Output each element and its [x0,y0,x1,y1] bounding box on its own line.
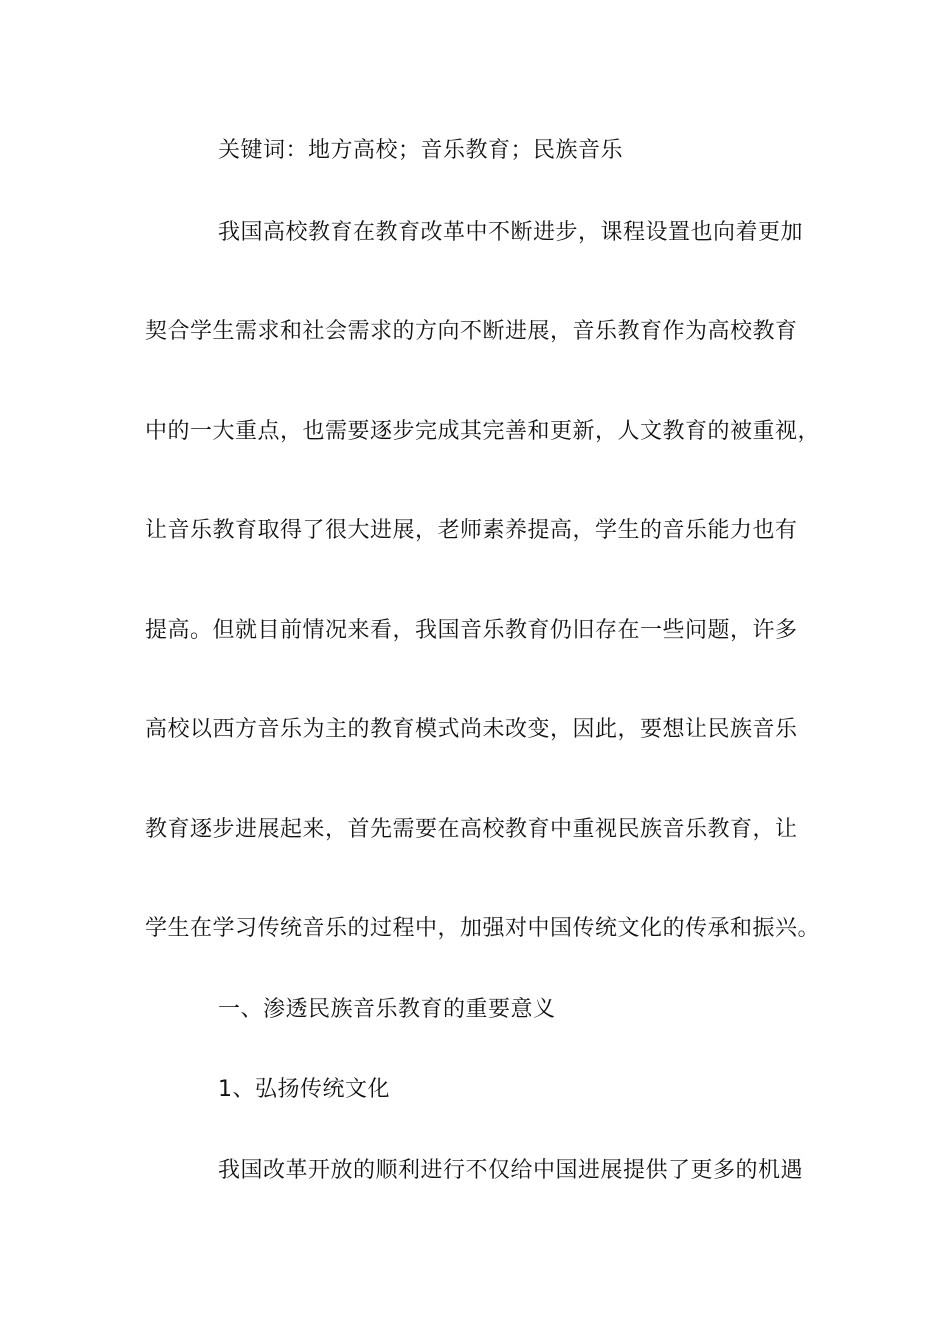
section-heading: 一、渗透民族音乐教育的重要意义 [218,997,556,1022]
paragraph-line: 让音乐教育取得了很大进展，老师素养提高，学生的音乐能力也有 [145,518,798,543]
paragraph-line: 提高。但就目前情况来看，我国音乐教育仍旧存在一些问题，许多 [145,618,798,643]
paragraph-line: 我国高校教育在教育改革中不断进步，课程设置也向着更加 [218,220,804,245]
paragraph-line: 中的一大重点，也需要逐步完成其完善和更新，人文教育的被重视， [145,419,821,444]
paragraph-line: 教育逐步进展起来，首先需要在高校教育中重视民族音乐教育，让 [145,817,798,842]
paragraph-line: 我国改革开放的顺利进行不仅给中国进展提供了更多的机遇 [218,1158,804,1183]
keywords-line: 关键词：地方高校；音乐教育；民族音乐 [218,138,624,163]
paragraph-line: 学生在学习传统音乐的过程中，加强对中国传统文化的传承和振兴。 [145,916,821,941]
paragraph-line: 高校以西方音乐为主的教育模式尚未改变，因此，要想让民族音乐 [145,717,798,742]
paragraph-line: 契合学生需求和社会需求的方向不断进展，音乐教育作为高校教育 [145,319,798,344]
subsection-heading: 1、弘扬传统文化 [218,1077,390,1102]
